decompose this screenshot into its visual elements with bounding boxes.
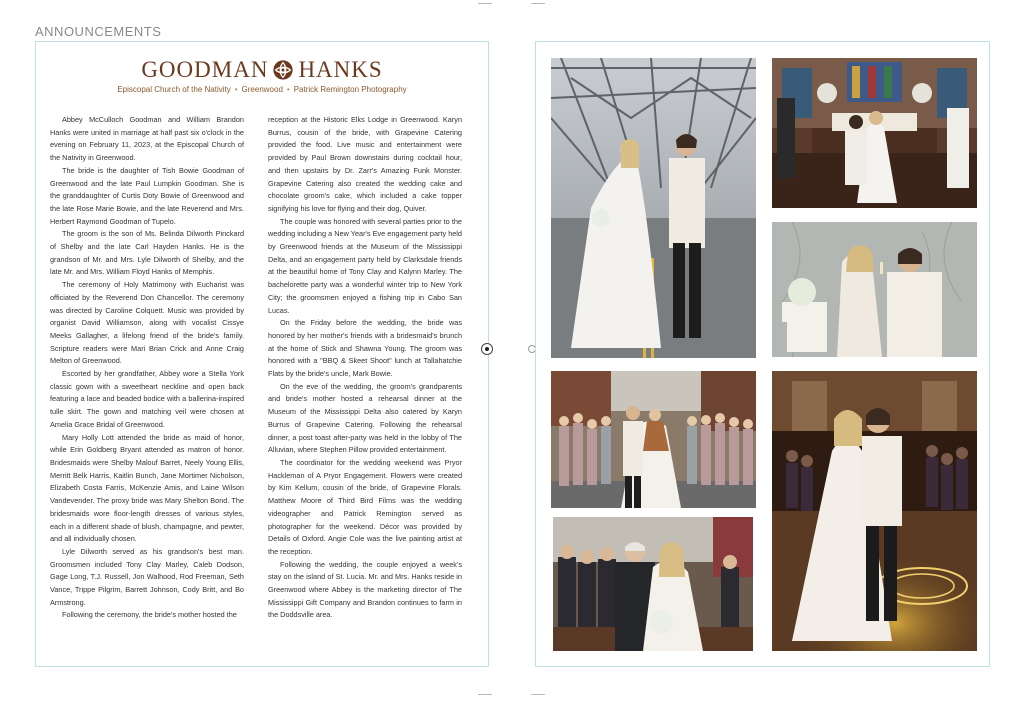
photo-couple-bridge: [551, 58, 756, 358]
section-label: ANNOUNCEMENTS: [35, 24, 162, 39]
photo-father-escort: [553, 517, 753, 651]
paragraph: On the Friday before the wedding, the bride was honored by her mother's friends with a bridesmaid's brunch at the home of Stick and Shawna Young. The groom was honored with a "BBQ & Skeet Shoot" lunch at Tallahatchie Flats by the bride's uncle, Mark Bowie.: [268, 318, 462, 379]
paragraph: The coordinator for the wedding weekend was Pryor Hackleman of A Pryor Engagement. Flowers were created by Kim Kellum, cousin of the bride, of Grapevine Florals. Matthew Moore of Third Bird Films was the wedding videographer and Patrick Remington served as photographer for the weekend. Décor was provided by Details of Oxford. Angie Cole was the live painting artist at the reception.: [268, 457, 462, 556]
paragraph: Following the ceremony, the bride's mother hosted the: [62, 610, 237, 620]
article-column-right: [268, 114, 462, 622]
photo-wedding-party-street: [551, 371, 756, 508]
venue: Episcopal Church of the Nativity: [117, 85, 231, 94]
photo-first-dance: [772, 371, 977, 651]
crop-mark: [531, 3, 545, 4]
article-column-left: [50, 114, 244, 622]
separator: •: [286, 85, 290, 94]
crop-mark: [478, 3, 492, 4]
photo-church-altar: [772, 58, 977, 208]
paragraph: The groom is the son of Ms. Belinda Dilworth Pinckard of Shelby and the late Carl Hayden Hanks. He is the grandson of Mr. and Mrs. Lyle Dilworth of Shelby, and the late Mr. and Mrs. William Floyd Hanks of Memphis.: [50, 229, 244, 277]
masthead-subtitle: [36, 85, 488, 94]
crop-mark: [478, 694, 492, 695]
paragraph: reception at the Historic Elks Lodge in Greenwood. Karyn Burrus, cousin of the bride, with Grapevine Catering provided the food. Live music and entertainment were provided by Paul Brown downstairs during cocktail hour, and then upstairs by Dr. Zarr's Amazing Funk Monster. Grapevine Catering also created the wedding cake and chocolate groom's cake, which included a cake topper signifying his love for flying and their dog, Quiver.: [268, 115, 462, 213]
name-left: GOODMAN: [141, 57, 269, 82]
left-page: [35, 41, 489, 667]
paragraph: Escorted by her grandfather, Abbey wore a Stella York classic gown with a sweetheart neckline and open back featuring a lace and beaded bodice with a ballerina-inspired tulle skirt. The gown and matching veil were chosen at Amelia Grace Bridal of Greenwood.: [50, 369, 244, 429]
masthead: [36, 57, 488, 94]
paragraph: On the eve of the wedding, the groom's grandparents and bride's mother hosted a rehearsal dinner at the Museum of the Mississippi Delta also catered by Karyn Burrus of Grapevine Catering. Following the rehearsal dinner, a post toast after-party was held in the lobby of The Alluvian, where Stephen Pillow provided entertainment.: [268, 381, 462, 455]
paragraph: The couple was honored with several parties prior to the wedding including a New Year's Eve engagement party held by Greenwood friends at the Museum of the Mississippi Delta, and an engagement party held by Clarksdale friends at the beautiful home of Tony Clay and Kalynn Marley. The bachelorette party was a wonderful winter trip to New York City; the groomsmen enjoyed a fishing trip in Cabo San Lucas.: [268, 216, 462, 315]
couple-names: [36, 57, 488, 83]
photo-cake-toast: [772, 222, 977, 357]
paragraph: Lyle Dilworth served as his grandson's best man. Groomsmen included Tony Clay Marley, Caleb Dodson, Gage Long, T.J. Russell, Jon Walhood, Rod Freeman, Seth Vance, Trippe Pilgrim, Barrett Johnson, Cody Britt, and Bo Armstrong.: [50, 546, 244, 607]
crop-mark: [531, 694, 545, 695]
separator: •: [234, 85, 238, 94]
city: Greenwood: [241, 85, 283, 94]
celtic-knot-icon: [272, 59, 294, 81]
paragraph: The bride is the daughter of Tish Bowie Goodman of Greenwood and the late Paul Lumpkin Goodman. She is the granddaughter of Curtis Doty Bowie of Greenwood and the late Rose Marie Bowie, and the late Reverend and Mrs. Herbert Raymond Goodman of Tupelo.: [50, 165, 244, 226]
photographer: Patrick Remington Photography: [293, 85, 407, 94]
paragraph: Mary Holly Lott attended the bride as maid of honor, while Erin Goldberg Bryant attended as matron of honor. Bridesmaids were Shelby Malouf Barret, Neely Young Ellis, Merritt Belk Harris, Kaitlin Bunch, Jane Mortimer Nicholson, Elizabeth Costa Farris, McKenzie Amis, and Laine Wilson Vandevender. The proxy bride was Mary Shelton Bond. The bridesmaids wore floor-length dresses of various styles, each in a different shade of blush, champagne, and pewter, and all individually chosen.: [50, 432, 244, 544]
registration-mark: [481, 343, 493, 355]
paragraph: Abbey McCulloch Goodman and William Brandon Hanks were united in marriage at half past six o'clock in the evening on February 11, 2023, at the Episcopal Church of the Nativity in Greenwood.: [50, 115, 244, 163]
paragraph: Following the wedding, the couple enjoyed a week's stay on the island of St. Lucia. Mr. and Mrs. Hanks reside in Greenwood where Abbey is the marketing director of The Mississippi Gift Company and Brandon continues to farm in the Doddsville area.: [268, 559, 462, 620]
paragraph: The ceremony of Holy Matrimony with Eucharist was officiated by the Reverend Don Chancellor. The ceremony was directed by Caroline Colquett. Music was provided by organist David Williamson, along with vocalist Cissye Meeks Gallagher, a lifelong friend of the bride's family. Scripture readers were Mari Brian Crick and Anne Craig Melton of Greenwood.: [50, 280, 244, 366]
name-right: HANKS: [298, 57, 383, 82]
